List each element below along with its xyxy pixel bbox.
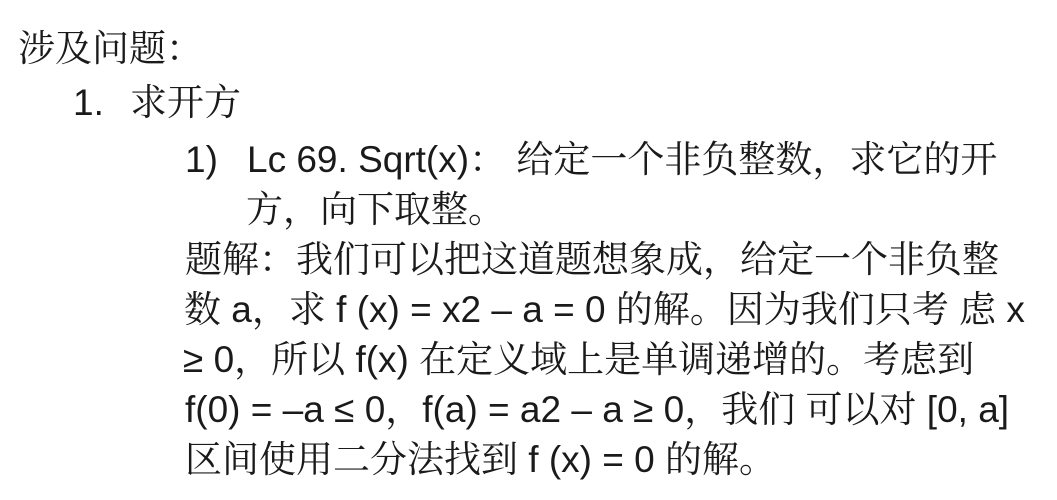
list-item-1-label: 求开方 xyxy=(130,82,241,123)
list-item-1-number: 1. xyxy=(73,82,104,123)
solution-paragraph-line5: 区间使用二分法找到 f (x) = 0 的解。 xyxy=(185,439,777,480)
list-item-1 xyxy=(73,80,241,126)
solution-paragraph-line2: 数 a，求 f (x) = x2 – a = 0 的解。因为我们只考 虑 x xyxy=(184,289,1025,330)
sub-item-1-number: 1) xyxy=(185,139,218,180)
sub-item-1-text-line2: 方，向下取整。 xyxy=(246,189,505,230)
solution-paragraph-line1: 题解：我们可以把这道题想象成，给定一个非负整 xyxy=(185,239,999,280)
sub-item-1-text-line1: Lc 69. Sqrt(x)： 给定一个非负整数，求它的开 xyxy=(247,139,998,180)
solution-paragraph-line3: ≥ 0，所以 f(x) 在定义域上是单调递增的。考虑到 xyxy=(183,339,975,380)
sub-item-1 xyxy=(185,137,997,183)
page-title: 涉及问题： xyxy=(18,28,203,69)
solution-paragraph-line4: f(0) = –a ≤ 0，f(a) = a2 – a ≥ 0，我们 可以对 [0, a] xyxy=(185,389,1010,430)
